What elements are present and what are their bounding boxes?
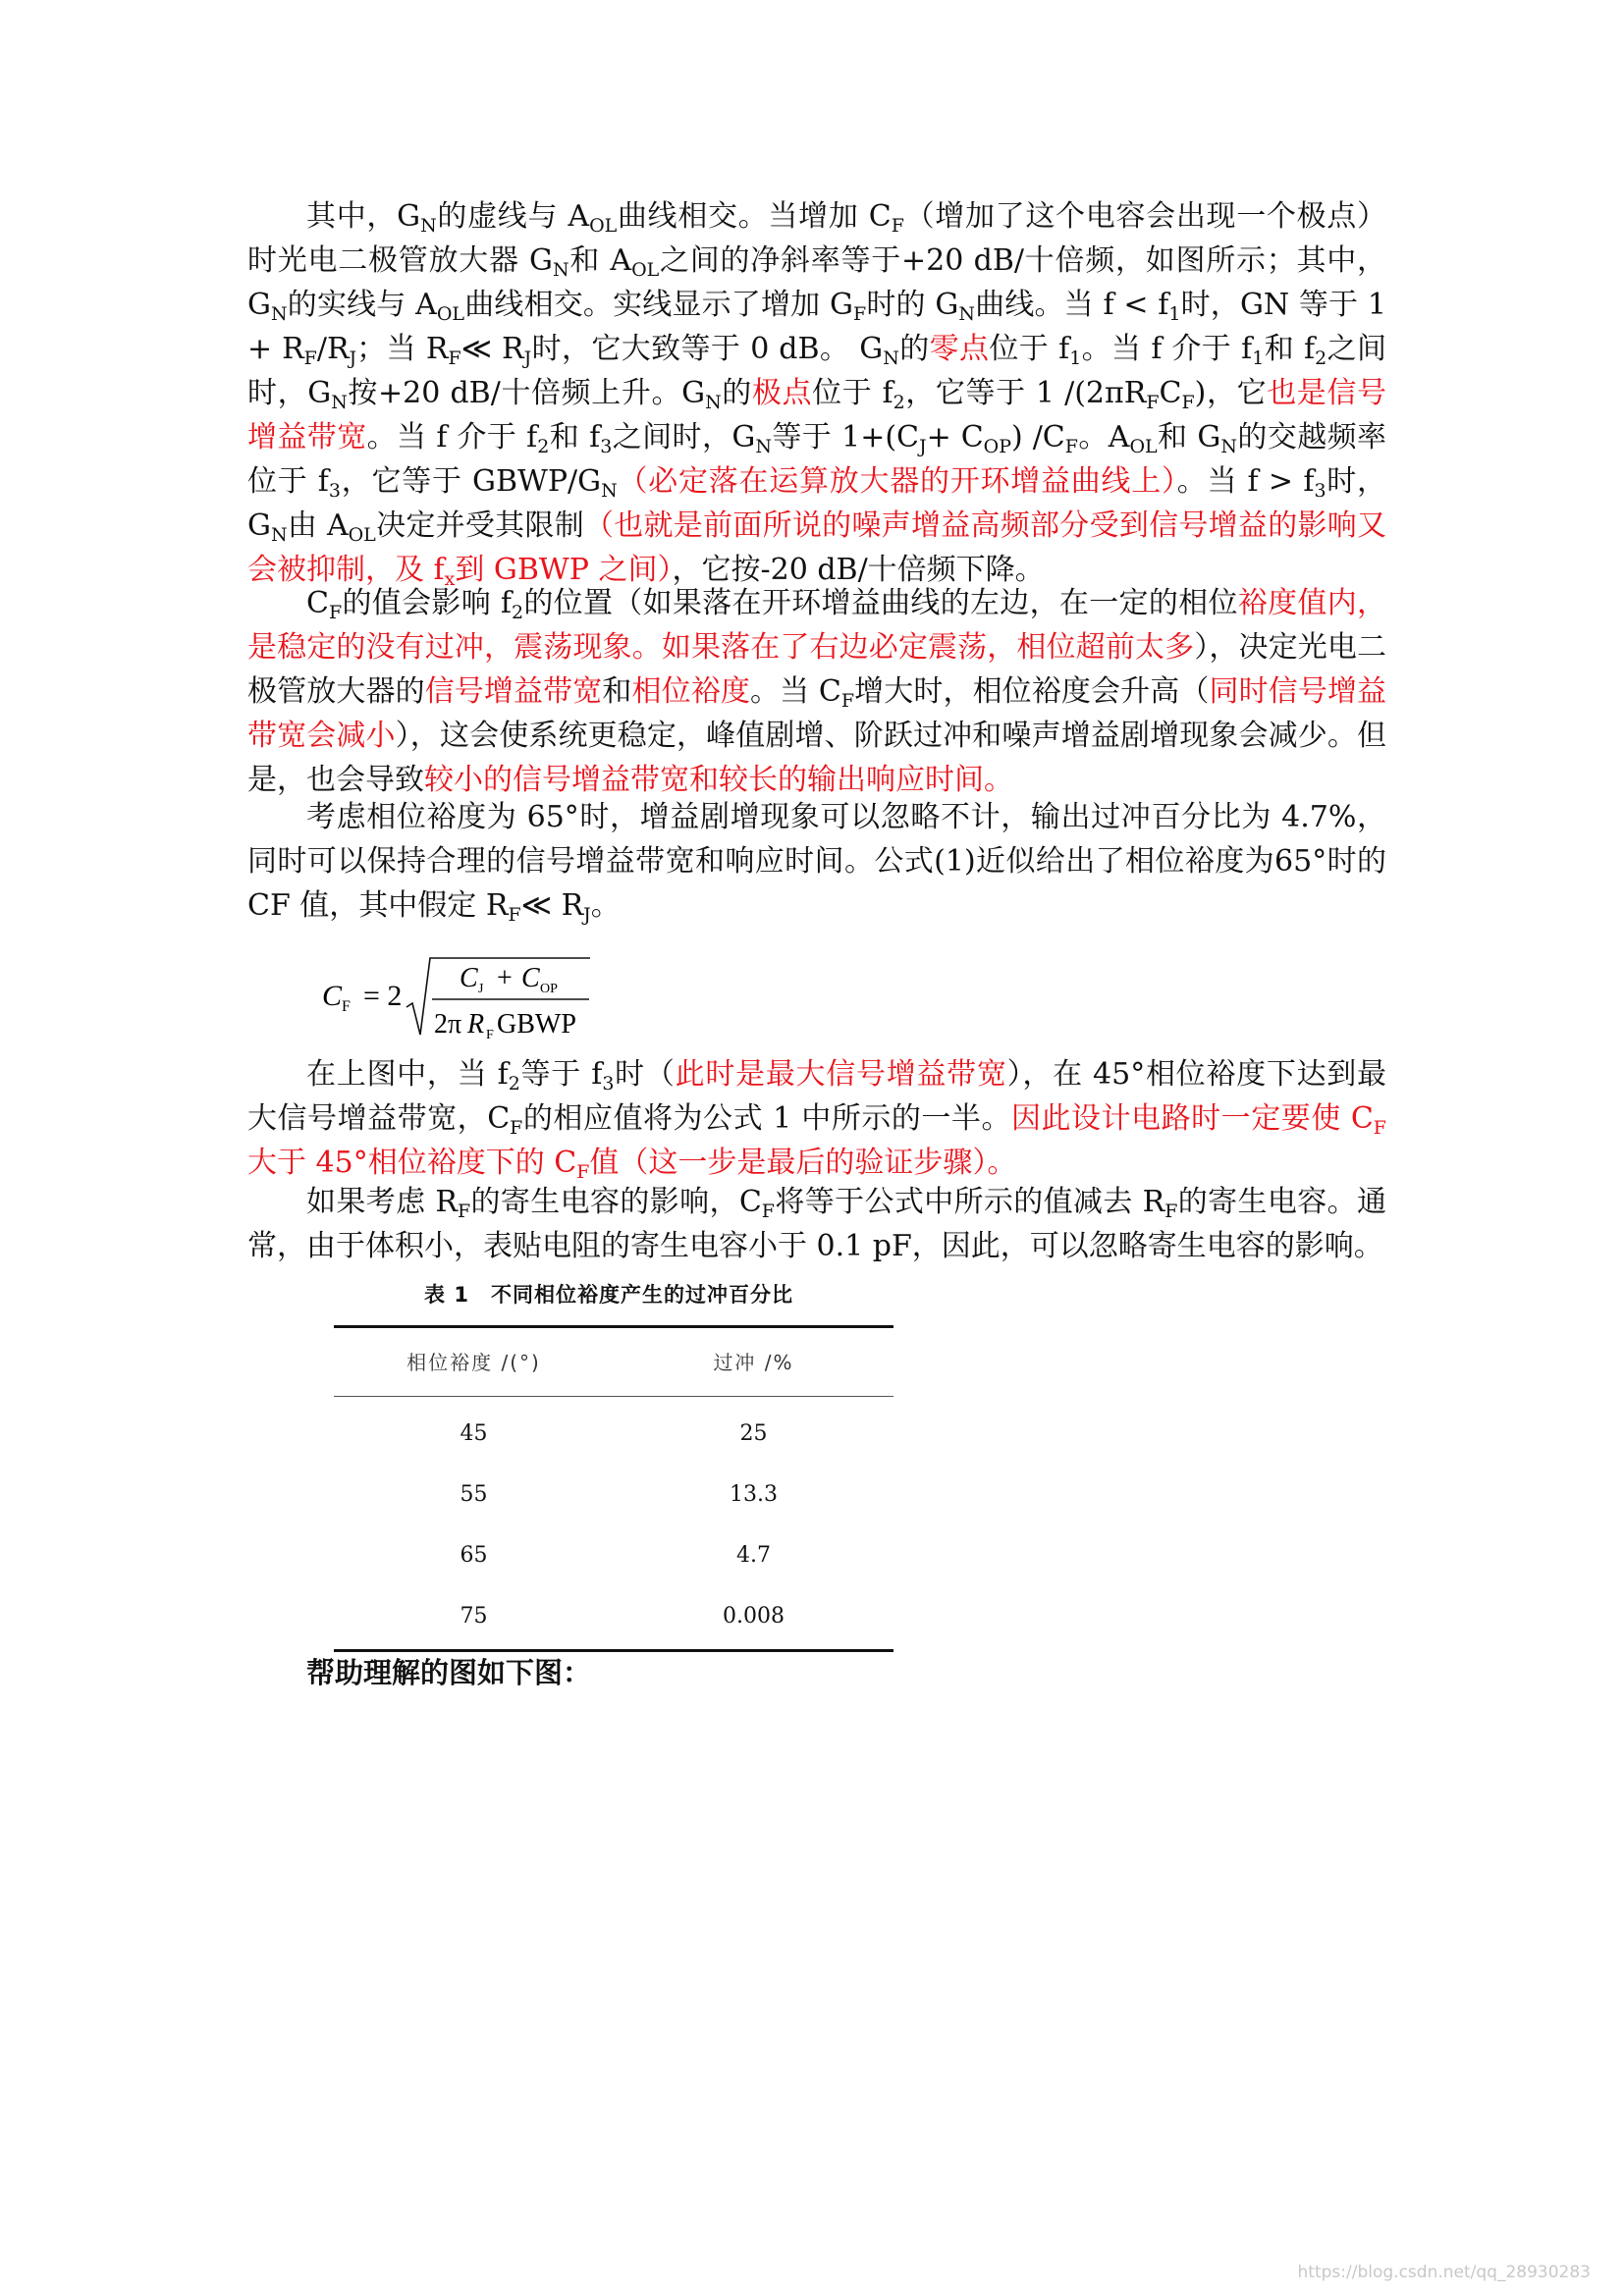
paragraph-parasitic: 如果考虑 $R_F$的寄生电容的影响，$C_F$将等于公式中所示的值减去 $R_F$的寄生电容。通常，由于体积小，表贴电阻的寄生电容小于 0.1 pF，因此，可以忽略寄生电容的影响。 [247, 1185, 1387, 1263]
formula-num-b-sub: OP [540, 982, 558, 996]
paragraph-cf-effect: $C_F$的值会影响 $f_2$的位置（如果落在开环增益曲线的左边，在一定的相位裕度值内，是稳定的没有过冲，震荡现象。如果落在了右边必定震荡，相位超前太多），决定光电二极管放大器的信号增益带宽和相位裕度。当 $C_F$增大时，相位裕度会升高（同时信号增益带宽会减小），这会使系统更稳定，峰值剧增、阶跃过冲和噪声增益剧增现象会减少。但是，也会导致较小的信号增益带宽和较长的输出响应时间。 [247, 586, 1387, 797]
help-figure-caption: 帮助理解的图如下图： [306, 1656, 592, 1689]
table-cell-overshoot: 25 [739, 1421, 768, 1446]
formula-eq: = 2 [363, 980, 403, 1012]
formula-den-a: 2π [434, 1009, 462, 1040]
table-cell-overshoot: 4.7 [736, 1543, 771, 1568]
table-header-overshoot: 过冲 /% [713, 1351, 794, 1374]
formula-num-a: C [460, 963, 478, 993]
table-cell-phase: 75 [460, 1604, 488, 1629]
table-header-phase: 相位裕度 /(°) [406, 1351, 541, 1374]
formula-den-b-sub: F [486, 1028, 494, 1042]
formula-num-b: C [521, 963, 540, 993]
formula-lhs: C [322, 980, 343, 1012]
table-cell-overshoot: 13.3 [730, 1482, 778, 1507]
formula-den-c: GBWP [497, 1009, 576, 1040]
formula-num-a-sub: J [478, 982, 484, 996]
table-caption: 表 1 不同相位裕度产生的过冲百分比 [424, 1283, 793, 1307]
paragraph-gn-curve: 其中，$G_N$的虚线与 $A_{OL}$曲线相交。当增加 $C_F$（增加了这个电容会出现一个极点）时光电二极管放大器 $G_N$和 $A_{OL}$之间的净斜率等于+20 dB/十倍频，如图所示；其中，$G_N$的实线与 $A_{OL}$曲线相交。实线显示了增加 $G_F$时的 $G_N$曲线。当 $f < f_1$时，GN 等于 $1 + R_F/R_J$；当 $R_F≪$ $R_J$时，它大致等于 0 dB。 $G_N$的零点位于 $f_1$。当 f 介于 $f_1$和 $f_2$之间时，$G_N$按+20 dB/十倍频上升。$G_N$的极点位于 $f_2$，它等于 1 $/(2\pi R_FC_F)$，它也是信号增益带宽。当 f 介于 $f_2$和 $f_3$之间时，$G_N$等于 $1+(C_J+ C_{OP})$ $/C_F$。$A_{OL}$和 $G_N$的交越频率位于 $f_3$，它等于 GBWP/$G_N$（必定落在运算放大器的开环增益曲线上）。当 $f > f_3$时，$G_N$由 $A_{OL}$决定并受其限制（也就是前面所说的噪声增益高频部分受到信号增益的影响又会被抑制，及 $f_x$到 GBWP 之间），它按-20 dB/十倍频下降。 [247, 199, 1387, 590]
table-header-rule [334, 1396, 893, 1397]
table-cell-phase: 45 [460, 1421, 488, 1446]
paragraph-max-bandwidth: 在上图中，当 $f_2$等于 $f_3$时（此时是最大信号增益带宽），在 45°相位裕度下达到最大信号增益带宽，$C_F$的相应值将为公式 1 中所示的一半。因此设计电路时一定要使 $C_F$大于 45°相位裕度下的 $C_F$值（这一步是最后的验证步骤）。 [247, 1057, 1387, 1183]
paragraph-phase-margin: 考虑相位裕度为 65°时，增益剧增现象可以忽略不计，输出过冲百分比为 4.7%，同时可以保持合理的信号增益带宽和响应时间。公式(1)近似给出了相位裕度为65°时的 CF 值，其中假定 $R_F≪$ $R_J$。 [247, 800, 1386, 926]
formula-lhs-sub: F [342, 998, 351, 1015]
formula-num-plus: + [497, 963, 513, 993]
table-cell-overshoot: 0.008 [723, 1604, 785, 1629]
table-cell-phase: 55 [460, 1482, 488, 1507]
watermark: https://blog.csdn.net/qq_28930283 [1297, 2263, 1591, 2282]
formula-den-b: R [467, 1009, 485, 1040]
table-top-rule [334, 1325, 893, 1328]
table-cell-phase: 65 [460, 1543, 488, 1568]
cf-formula [322, 950, 636, 1048]
